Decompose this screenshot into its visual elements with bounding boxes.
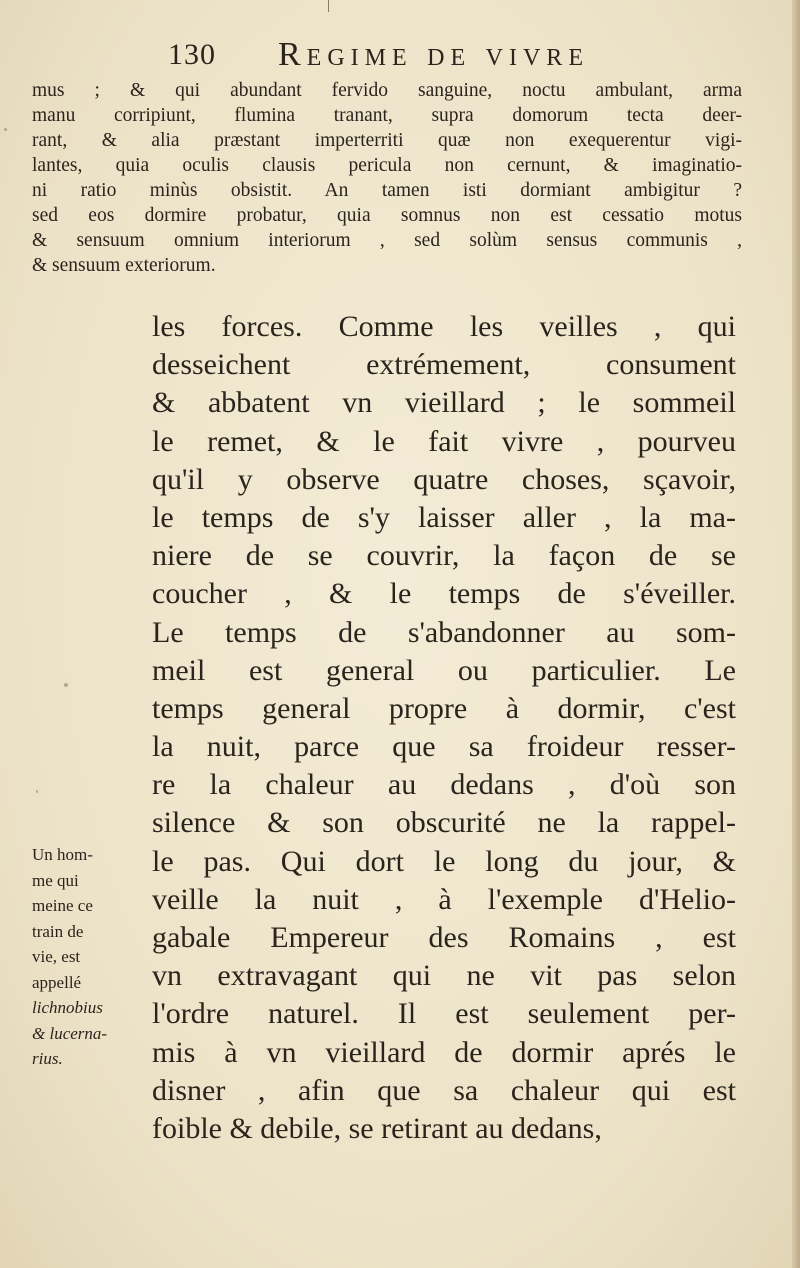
page-header	[0, 38, 800, 78]
margin-note	[32, 842, 150, 1072]
ink-fleck	[36, 790, 38, 793]
french-line: qu'il y observe quatre choses, sçavoir,	[152, 462, 736, 496]
french-line: l'ordre naturel. Il est seulement per-	[152, 997, 736, 1031]
latin-line: lantes, quia oculis clausis pericula non cernunt, & imaginatio-	[32, 155, 742, 176]
latin-line: ni ratio minùs obsistit. An tamen isti dormiant ambigitur ?	[32, 180, 742, 201]
latin-line: & sensuum omnium interiorum , sed solùm sensus communis ,	[32, 230, 742, 251]
ink-fleck	[4, 128, 7, 131]
margin-note-line: appellé	[32, 972, 82, 992]
french-line: la nuit, parce que sa froideur resser-	[152, 730, 736, 764]
page-edge	[792, 0, 800, 1268]
french-line: niere de se couvrir, la façon de se	[152, 539, 736, 573]
margin-note-line: me qui	[32, 870, 79, 890]
french-line: mis à vn vieillard de dormir aprés le	[152, 1035, 736, 1069]
margin-note-line: rius.	[32, 1049, 63, 1068]
french-line: gabale Empereur des Romains , est	[152, 921, 736, 954]
ink-fleck	[64, 683, 68, 687]
latin-line: sed eos dormire probatur, quia somnus non est cessatio motus	[32, 205, 742, 226]
margin-note-line: train de	[32, 921, 84, 941]
margin-note-line: & lucerna-	[32, 1023, 108, 1043]
french-line: disner , afin que sa chaleur qui est	[152, 1073, 736, 1107]
margin-note-line: meine ce	[32, 896, 93, 915]
latin-line: rant, & alia præstant imperterriti quæ non exequerentur vigi-	[32, 130, 742, 151]
french-line: les forces. Comme les veilles , qui	[152, 310, 736, 343]
running-title: Regime de vivre	[278, 36, 589, 73]
french-line: & abbatent vn vieillard ; le sommeil	[152, 386, 736, 420]
top-mark	[328, 0, 329, 12]
french-line: coucher , & le temps de s'éveiller.	[152, 577, 736, 611]
french-line: re la chaleur au dedans , d'où son	[152, 768, 736, 802]
french-line: le temps de s'y laisser aller , la ma-	[152, 500, 736, 534]
margin-note-line: vie, est	[32, 947, 81, 966]
latin-line: & sensuum exteriorum.	[32, 255, 216, 276]
french-line: silence & son obscurité ne la rappel-	[152, 806, 736, 840]
french-paragraph	[152, 308, 736, 1148]
french-line: foible & debile, se retirant au dedans,	[152, 1111, 602, 1145]
french-line: Le temps de s'abandonner au som-	[152, 615, 736, 649]
french-line: meil est general ou particulier. Le	[152, 653, 736, 687]
latin-line: manu corripiunt, flumina tranant, supra domorum tecta deer-	[32, 105, 742, 126]
french-line: temps general propre à dormir, c'est	[152, 691, 736, 725]
page-number: 130	[168, 38, 216, 71]
french-line: le pas. Qui dort le long du jour, &	[152, 844, 736, 878]
french-line: vn extravagant qui ne vit pas selon	[152, 959, 736, 993]
french-line: le remet, & le fait vivre , pourveu	[152, 424, 736, 458]
margin-note-line: lichnobius	[32, 998, 103, 1017]
latin-paragraph	[32, 78, 742, 278]
french-line: desseichent extrémement, consument	[152, 348, 736, 382]
latin-line: mus ; & qui abundant fervido sanguine, noctu ambulant, arma	[32, 80, 742, 101]
margin-note-line: Un hom-	[32, 845, 93, 864]
french-line: veille la nuit , à l'exemple d'Helio-	[152, 882, 736, 916]
